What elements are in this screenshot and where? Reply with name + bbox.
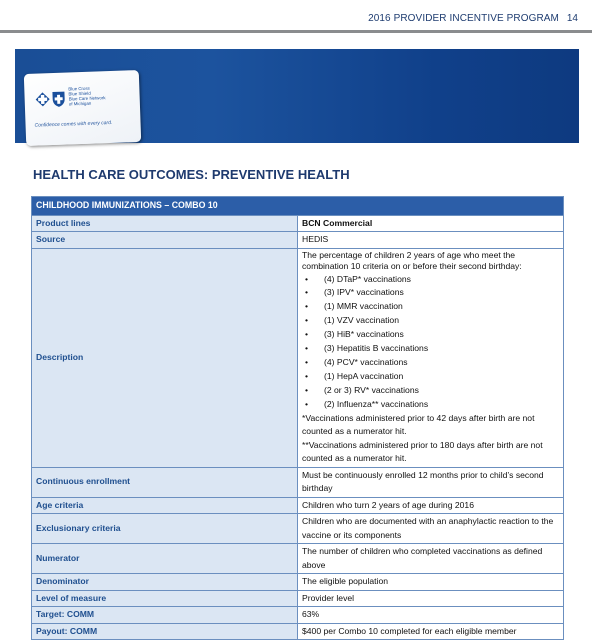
bcbs-logos [34,90,67,114]
row-label: Payout: COMM [32,623,298,640]
vaccination-list [302,273,559,412]
row-label: Numerator [32,544,298,574]
table-row [32,607,564,624]
program-title: 2016 PROVIDER INCENTIVE PROGRAM [368,13,559,24]
member-card-image [24,70,141,146]
list-item: • (3) HiB* vaccinations [302,328,559,342]
row-value: Children who are documented with an anaphylactic reaction to the vaccine or its components [298,514,564,544]
row-value: The eligible population [298,574,564,591]
table-row [32,497,564,514]
row-label: Target: COMM [32,607,298,624]
table-row [32,514,564,544]
list-item: • (4) DTaP* vaccinations [302,273,559,287]
list-item: • (1) MMR vaccination [302,300,559,314]
row-value: HEDIS [298,232,564,249]
list-item: • (1) HepA vaccination [302,370,559,384]
row-value: Provider level [298,590,564,607]
row-label: Age criteria [32,497,298,514]
row-value: BCN Commercial [298,215,564,232]
measure-table [31,196,564,640]
brand-line: Blue Cross [68,85,90,92]
row-label: Product lines [32,215,298,232]
list-item: • (3) Hepatitis B vaccinations [302,342,559,356]
row-value: Must be continuously enrolled 12 months prior to child’s second birthday [298,467,564,497]
blue-cross-logo-icon [35,92,49,106]
row-label: Description [32,248,298,467]
table-row [32,590,564,607]
footnote: *Vaccinations administered prior to 42 days after birth are not counted as a numerator hit. [302,412,535,437]
footnote: **Vaccinations administered prior to 180 days after birth are not counted as a numerator hit. [302,439,543,464]
row-label: Denominator [32,574,298,591]
list-item: • (2 or 3) RV* vaccinations [302,384,559,398]
table-row [32,215,564,232]
description-intro: The percentage of children 2 years of age who meet the combination 10 criteria on or before their second birthday: [302,249,522,271]
row-value: Children who turn 2 years of age during 2016 [298,497,564,514]
table-row [32,574,564,591]
row-label: Continuous enrollment [32,467,298,497]
row-label: Level of measure [32,590,298,607]
list-item: • (4) PCV* vaccinations [302,356,559,370]
card-tagline: Confidence comes with every card. [34,119,113,129]
row-value: $400 per Combo 10 completed for each eligible member [298,623,564,640]
table-header-row [32,197,564,216]
brand-name [68,84,129,106]
header-divider [0,30,592,33]
list-item: • (2) Influenza** vaccinations [302,398,559,412]
table-row [32,544,564,574]
description-cell [298,248,564,467]
section-title: HEALTH CARE OUTCOMES: PREVENTIVE HEALTH [33,167,350,182]
list-item: • (1) VZV vaccination [302,314,559,328]
table-row [32,467,564,497]
row-label: Source [32,232,298,249]
table-row [32,623,564,640]
table-row [32,248,564,467]
brand-line: Blue Care Network [68,95,106,102]
brand-line: of Michigan [68,100,92,107]
brand-line: Blue Shield [68,90,91,97]
table-header: CHILDHOOD IMMUNIZATIONS – COMBO 10 [32,197,564,216]
blue-shield-logo-icon [52,92,65,107]
row-value: The number of children who completed vaccinations as defined above [298,544,564,574]
row-value: 63% [298,607,564,624]
page-number: 14 [566,13,578,24]
list-item: • (3) IPV* vaccinations [302,286,559,300]
row-label: Exclusionary criteria [32,514,298,544]
table-row [32,232,564,249]
page-header [0,0,592,36]
